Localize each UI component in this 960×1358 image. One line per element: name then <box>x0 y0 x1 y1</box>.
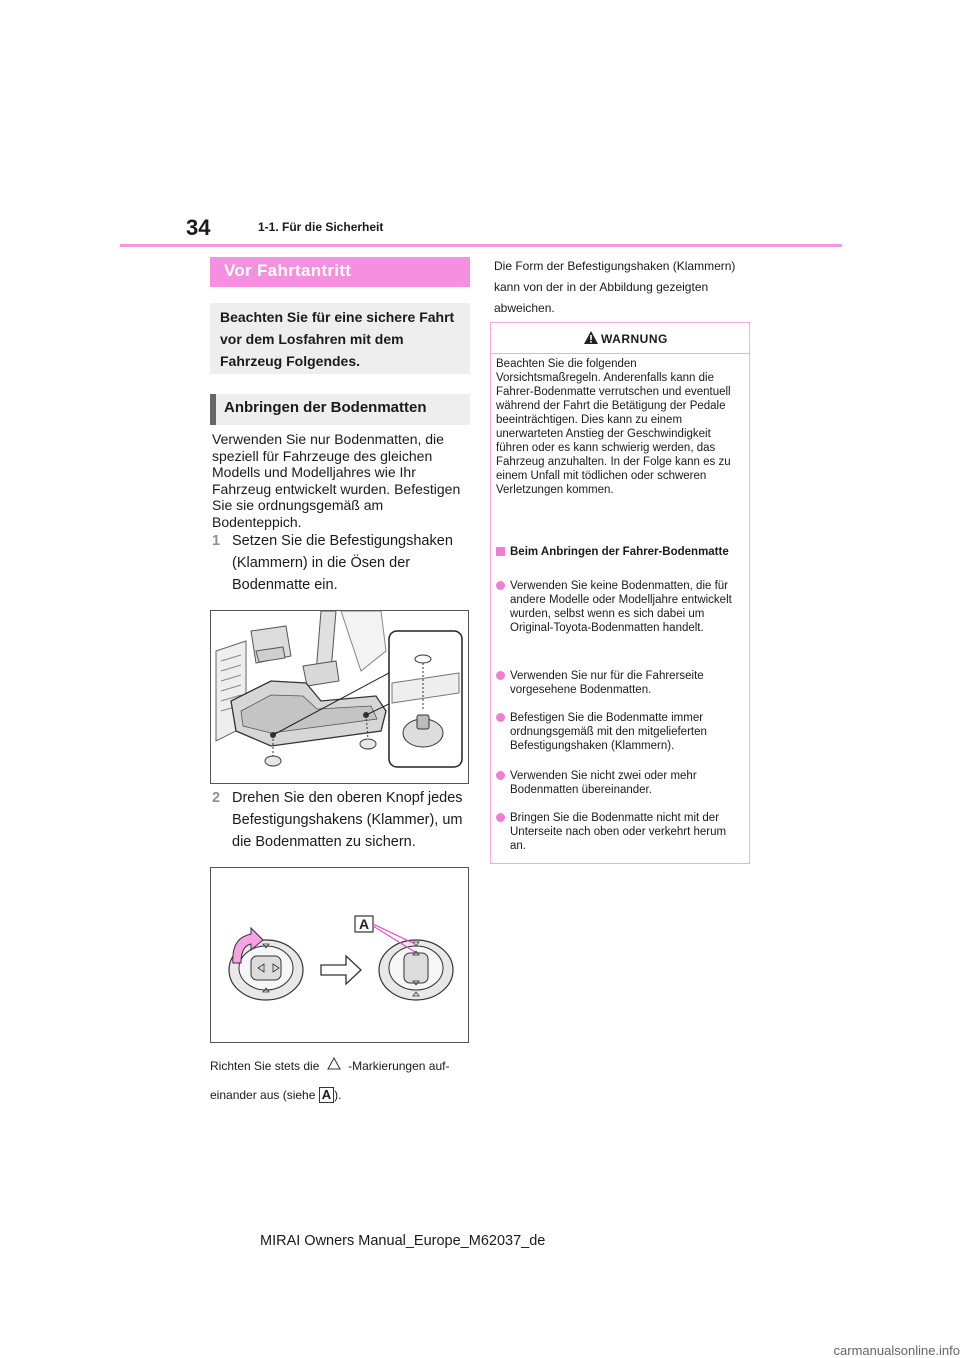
right-intro: Die Form der Befestigungshaken (Klammern) kann von der in der Abbildung gezeigten abweichen. <box>494 259 736 315</box>
caption-text: Richten Sie stets die <box>210 1059 320 1073</box>
bullet-icon <box>496 713 505 722</box>
triangle-mark-icon <box>323 1057 345 1073</box>
caption-line-2 <box>210 1087 341 1103</box>
warning-label: WARNUNG <box>601 332 668 346</box>
figure-label-a: A <box>359 916 370 932</box>
caption-text: einander aus (siehe <box>210 1088 316 1102</box>
caption-text: -Markierungen auf- <box>348 1059 450 1073</box>
step-number: 1 <box>212 533 221 549</box>
bullet-icon <box>496 581 505 590</box>
body-paragraph: Verwenden Sie nur Bodenmatten, die speziell für Fahrzeuge des gleichen Modells und Modelljahres wie Ihr Fahrzeug entwickelt wurden. Befestigen Sie sie ordnungsgemäß am Bodenteppich. <box>212 431 461 530</box>
header-rule <box>120 244 842 247</box>
caption-text: ). <box>334 1088 342 1102</box>
section-title: 1-1. Für die Sicherheit <box>258 220 384 234</box>
fastener-rotation-illustration <box>210 867 469 1043</box>
step-2 <box>212 787 472 857</box>
sub-heading: Anbringen der Bodenmatten <box>210 394 470 425</box>
floor-mat-illustration <box>210 610 469 784</box>
step-number: 2 <box>212 790 221 806</box>
watermark: carmanualsonline.info <box>833 1343 960 1358</box>
warning-body: Beachten Sie die folgenden Vorsichtsmaßregeln. Anderenfalls kann die Fahrer-Bodenmatte verrutschen und eventuell während der Fahrt die Betätigung der Pedale beeinträchtigen. Dies kann zu einem unerwarteten Anstieg der Geschwindigkeit führen oder es kann schwierig werden, das Fahrzeug anzuhalten. In der Folge kann es zu einem Unfall mit tödlichen oder schweren Verletzungen kommen. <box>496 358 731 496</box>
warning-header <box>491 323 749 354</box>
warning-box: WARNUNG Beachten Sie die folgenden Vorsichtsmaßregeln. Anderenfalls kann die Fahrer-Bodenmatte verrutschen und eventuell während der Fahrt die Betätigung der Pedale beeinträchtigen. Dies kann zu einem unerwarteten Anstieg der Geschwindigkeit führen oder es kann schwierig werden, das Fahrzeug anzuhalten. In der Folge kann es zu einem Unfall mit tödlichen oder schweren Verletzungen kommen. Beim Anbringen der Fahrer-Bodenmatte Verwenden Sie keine Bodenmatten, die für andere Modelle oder Modelljahre entwickelt wurden, selbst wenn es sich dabei um Original-Toyota-Bodenmatten handelt. Verwenden Sie nur für die Fahrerseite vorgesehene Bodenmatten. Befestigen Sie die Bodenmatte immer ordnungsgemäß mit den mitgelieferten Befestigungshaken (Klammern). Verwenden Sie nicht zwei oder mehr Bodenmatten übereinander. Bringen Sie die Bodenmatte nicht mit der Unterseite nach oben oder verkehrt herum an. <box>490 322 750 864</box>
bullet-icon <box>496 671 505 680</box>
warning-icon <box>583 330 599 350</box>
section-banner: Vor Fahrtantritt <box>210 257 470 287</box>
caption-line-1 <box>210 1057 449 1073</box>
square-bullet-icon <box>496 547 505 556</box>
step-text: Setzen Sie die Befestigungshaken (Klammern) in die Ösen der Bodenmatte ein. <box>232 533 453 593</box>
step-text: Drehen Sie den oberen Knopf jedes Befestigungshakens (Klammer), um die Bodenmatten zu sichern. <box>232 790 463 850</box>
bullet-icon <box>496 771 505 780</box>
label-a-box: A <box>319 1087 334 1103</box>
step-1 <box>212 530 472 600</box>
intro-box: Beachten Sie für eine sichere Fahrt vor dem Losfahren mit dem Fahrzeug Folgendes. <box>210 303 470 374</box>
page-number: 34 <box>186 215 211 240</box>
bullet-icon <box>496 813 505 822</box>
footer: MIRAI Owners Manual_Europe_M62037_de <box>260 1233 546 1249</box>
